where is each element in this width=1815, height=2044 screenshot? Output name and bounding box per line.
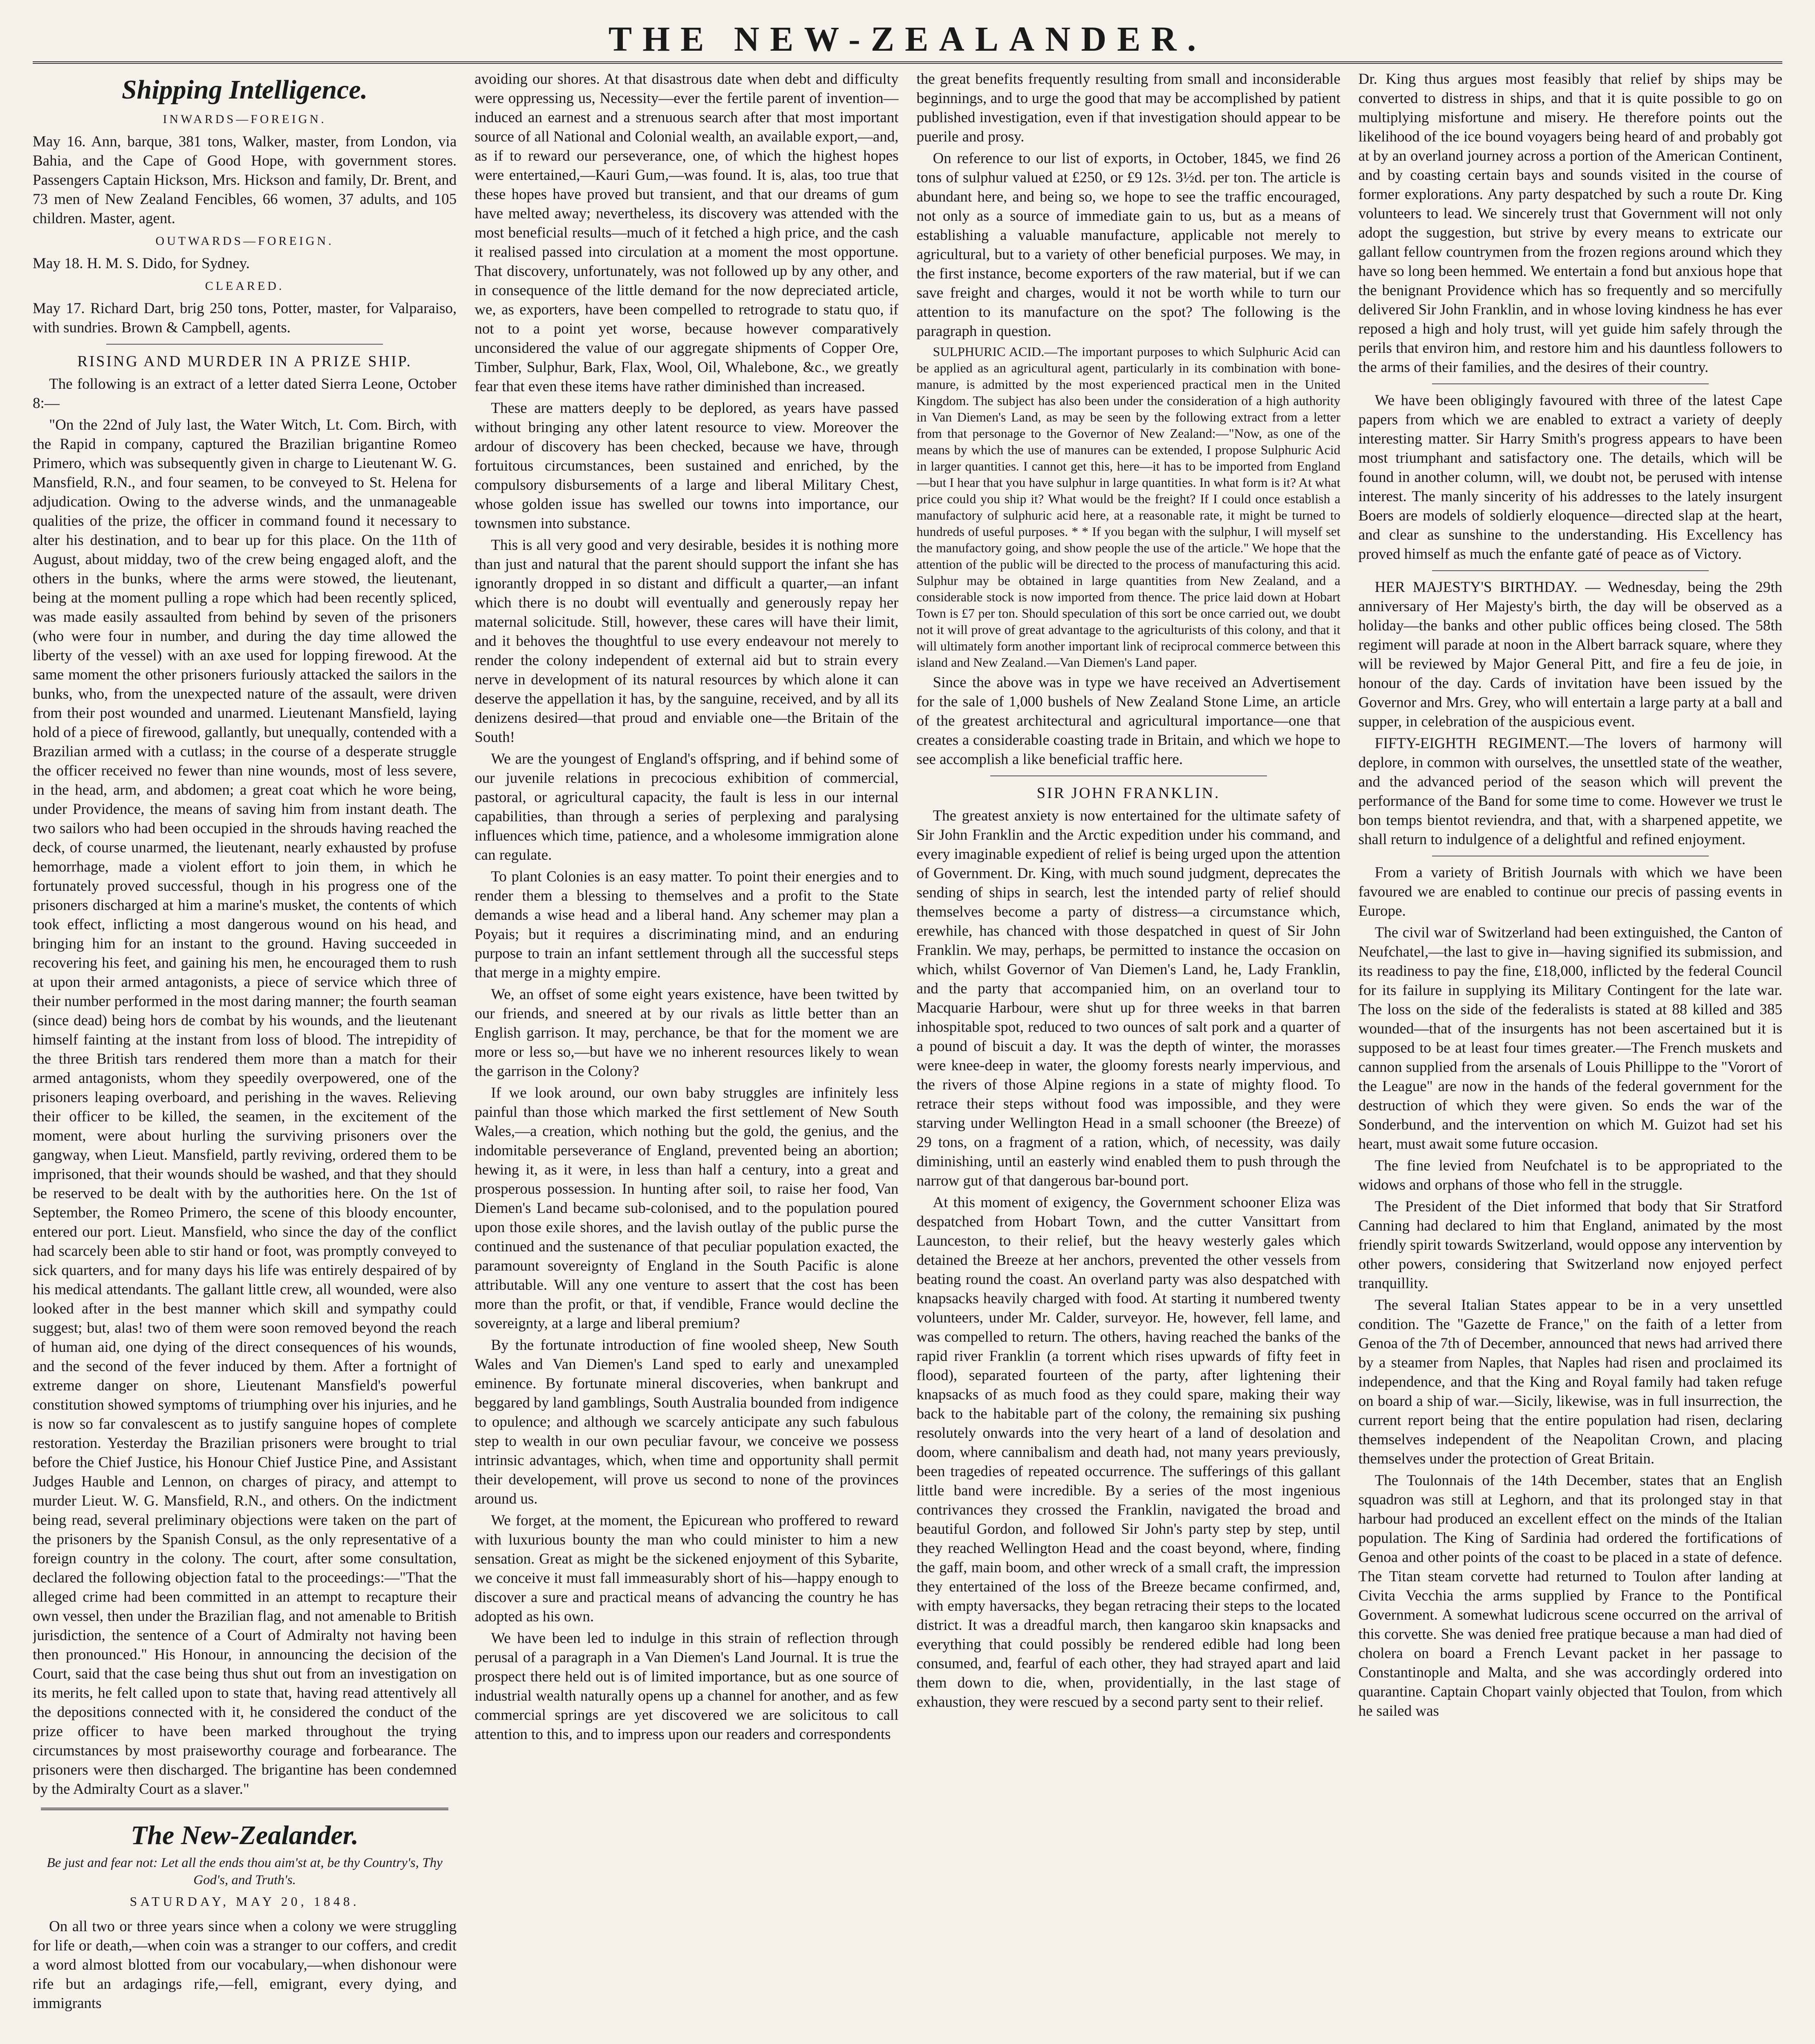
regiment-paragraph: FIFTY-EIGHTH REGIMENT.—The lovers of harmony will deplore, in common with ourselves, the unsettled state of the weather, and the advanced period of the season which will prevent the performance of the Band for some time to come. However we trust le bon temps bientot reviendra, and that, with a sharpened appetite, we shall return to indulgence of a delightful and refined enjoyment. [1358,735,1782,848]
birthday-paragraph: HER MAJESTY'S BIRTHDAY. — Wednesday, being the 29th anniversary of Her Majesty's birth, the day will be observed as a holiday—the banks and other public offices being closed. The 58th regiment will parade at noon in the Albert barrack square, where they will be reviewed by Major General Pitt, and fire a feu de joie, in honour of the day. Cards of invitation have been issued by the Governor and Mrs. Grey, who will entertain a large party at a ball and supper, in celebration of the auspicious event. [1358,579,1782,730]
cleared-heading: CLEARED. [205,279,284,293]
rising-heading: RISING AND MURDER IN A PRIZE SHIP. [77,353,412,370]
leader-paragraph: On all two or three years since when a colony we were struggling for life or death,—when coin was a stranger to our coffers, and credit a word almost blotted from our vocabulary,—when dishonour were rife but an ardagings rife,—fell, emigrant, every dying, and immigrants [33,1918,457,2012]
article-paragraph: Dr. King thus argues most feasibly that relief by ships may be converted to distress in ships, and that it is quite possible to go on multiplying misfortune and misery. He therefore points out the likelihood of the ice bound voyagers being heard of and probably got at by an overland journey across a portion of the American Continent, and by coasting certain bays and sounds visited in the course of former explorations. Any party despatched by such a route Dr. King volunteers to lead. We sincerely trust that Government will not only adopt the suggestion, but strive by every means to extricate our gallant fellow countrymen from the frozen regions around which they have so long been hemmed. We entertain a fond but anxious hope that the benignant Providence which has so frequently and so mercifully delivered Sir John Franklin, and in whose loving kindness he has ever reposed a high and holy trust, will yet guide him safely through the perils that environ him, and restore him and his dauntless followers to the arms of their families, and the desires of their country. [1358,71,1782,376]
sulphuric-acid-extract: SULPHURIC ACID.—The important purposes to which Sulphuric Acid can be applied as an agricultural agent, particularly in its combination with bone-manure, is admitted by the most experienced practical men in the United Kingdom. The subject has also been under the consideration of a high authority in Van Diemen's Land, as may be seen by the following extract from a letter from that personage to the Governor of New Zealand:—"Now, as one of the means by which the use of manures can be extended, I propose Sulphuric Acid in larger quantities. I cannot get this, here—it has to be imported from England—but I hear that you have sulphur in large quantities. In what form is it? At what price could you ship it? What would be the freight? If I could once establish a manufactory of sulphuric acid here, at a reasonable rate, it might be turned to hundreds of useful purposes. * * If you began with the sulphur, I will myself set the manufactory going, and show people the use of the article." We hope that the attention of the public will be directed to the process of manufacturing this acid. Sulphur may be obtained in large quantities from New Zealand, and a considerable stock is now imported from thence. The price laid down at Hobart Town is £7 per ton. Should speculation of this sort be once carried out, we doubt not it will prove of great advantage to the agriculturists of this colony, and that it will ultimately form another important link of reciprocal commerce between this island and New Zealand.—Van Diemen's Land paper. [916,344,1341,670]
motto: Be just and fear not: Let all the ends thou aim'st at, be thy Country's, Thy God's, and Truth's. [47,1856,443,1887]
paper-title: The New-Zealander. [130,1820,359,1850]
shipping-heading: Shipping Intelligence. [121,75,368,105]
article-paragraph: The Toulonnais of the 14th December, states that an English squadron was still at Leghorn, and that its prolonged stay in that harbour had produced an excellent effect on the minds of the Italian population. The King of Sardinia had ordered the fortifications of Genoa and other points of the coast to be placed in a state of defence. The Titan steam corvette had returned to Toulon after landing at Civita Vecchia the arms supplied by France to the Pontifical Government. A somewhat ludicrous scene occurred on the arrival of this corvette. She was denied free pratique because a man had died of cholera on board a French Levant packet in her passage to Constantinople and Malta, and she was accordingly ordered into quarantine. Captain Chopart vainly objected that Toulon, from which he sailed was [1358,1472,1782,1719]
divider [1432,570,1709,571]
leader-paragraph: We have been led to indulge in this strain of reflection through perusal of a paragraph in a Van Diemen's Land Journal. It is true the prospect there held out is of limited importance, but as one source of industrial wealth naturally opens up a channel for another, and as few commercial springs are yet discovered we are solicitous to call attention to this, and to impress upon our readers and correspondents [474,1630,899,1743]
column-2 [474,69,898,2044]
dateline: SATURDAY, MAY 20, 1848. [130,1894,360,1909]
rising-paragraph: "On the 22nd of July last, the Water Witch, Lt. Com. Birch, with the Rapid in company, captured the Brazilian brigantine Romeo Primero, which was subsequently given in charge to Lieutenant W. G. Mansfield, R.N., and four seamen, to be conveyed to St. Helena for adjudication. Owing to the adverse winds, and the unmanageable qualities of the prize, the officer in command found it necessary to alter his destination, and to bear up for this place. On the 11th of August, about midday, two of the crew being engaged aloft, and the others in the bunks, where the arms were stowed, the lieutenant, being at the moment pulling a rope which had been recently spliced, was made easily assaulted from behind by seven of the prisoners (who were four in number, and during the day time allowed the liberty of the vessel) with an axe used for lopping firewood. At the same moment the other prisoners furiously attacked the sailors in the bunks, who, from the unexpected nature of the assault, were driven from their post wounded and unarmed. Lieutenant Mansfield, laying hold of a piece of firewood, gallantly, but unequally, contended with a Brazilian armed with a cutlass; in the course of a desperate struggle the officer received no fewer than nine wounds, most of less severe, in the head, arm, and abdomen; a great coat which he wore being, under Providence, the means of saving him from instant death. The two sailors who had been occupied in the shrouds having reached the deck, of course unarmed, the lieutenant, nearly exhausted by profuse hemorrhage, made a violent effort to join them, in which he fortunately proved successful, though in his progress one of the prisoners discharged at him a marine's musket, the contents of which took effect, inflicting a most dangerous wound on his head, and bringing him for an instant to the ground. Having succeeded in recovering his feet, and gaining his men, he encouraged them to rush at upon their armed antagonists, a piece of service which three of their number performed in the most daring manner; the fourth seaman (since dead) being hors de combat by his wounds, and the lieutenant himself fainting at the instant from loss of blood. The intrepidity of the three British tars rendered them more than a match for their armed antagonists, whom they speedily overpowered, one of the prisoners leaping overboard, and perishing in the waves. Relieving their officer to be killed, the seamen, in the excitement of the moment, were about hurling the surviving prisoners over the gangway, when Lieut. Mansfield, partly reviving, ordered them to be imprisoned, that their wounds should be washed, and that they should be reserved to be dealt with by the authorities here. On the 1st of September, the Romeo Primero, the scene of this bloody encounter, entered our port. Lieut. Mansfield, who since the day of the conflict had scarcely been able to stir hand or foot, was promptly conveyed to sick quarters, and for many days his life was entirely despaired of by his medical attendants. The gallant little crew, all wounded, were also looked after in the best manner which skill and sympathy could suggest; but, alas! two of them were soon removed beyond the reach of human aid, one dying of the direct consequences of his wounds, and the second of the fever induced by them. After a fortnight of extreme danger on shore, Lieutenant Mansfield's powerful constitution showed symptoms of triumphing over his injuries, and he is now so far convalescent as to justify sanguine hopes of complete restoration. Yesterday the Brazilian prisoners were brought to trial before the Chief Justice, his Honour Chief Justice Pine, and Assistant Judges Hauble and Lennon, on charges of piracy, and attempt to murder Lieut. W. G. Mansfield, R.N., and others. On the indictment being read, several preliminary objections were taken on the part of the prisoners by the Spanish Consul, as the only representative of a foreign country in the colony. The court, after some consultation, declared the following objection fatal to the proceedings:—"That the alleged crime had been committed in an attempt to recapture their own vessel, then under the Brazilian flag, and not amenable to British jurisdiction, the sentence of a Court of Admiralty not having been then pronounced." His Honour, in announcing the decision of the Court, said that the case being thus shut out from an investigation on its merits, he felt called upon to state that, having read attentively all the depositions connected with it, he considered the conduct of the prize officer to have been marked throughout the trying circumstances by most praiseworthy courage and forbearance. The prisoners were then discharged. The brigantine has been condemned by the Admiralty Court as a slaver." [33,417,457,1797]
divider [990,775,1267,776]
article-paragraph: On reference to our list of exports, in October, 1845, we find 26 tons of sulphur valued at £250, or £9 12s. 3½d. per ton. The article is abundant here, and being so, we hope to see the traffic encouraged, not only as a source of immediate gain to us, but as a means of establishing a valuable manufacture, applicable not merely to agricultural, but to a variety of other beneficial purposes. We may, in the first instance, become exporters of the raw material, but if we can save freight and charges, would it not be worth while to turn our attention to its manufacture on the spot? The following is the paragraph in question. [916,150,1341,340]
article-paragraph: The greatest anxiety is now entertained for the ultimate safety of Sir John Franklin and the Arctic expedition under his command, and every imaginable expedient of relief is being urged upon the attention of Government. Dr. King, with much sound judgment, deprecates the sending of ships in search, lest the intended party of relief should themselves become a party of distress—a circumstance which, erewhile, has chanced with those despatched in quest of Sir John Franklin. We may, perhaps, be permitted to instance the occasion on which, whilst Governor of Van Diemen's Land, he, Lady Franklin, and the party that accompanied him, on an overland tour to Macquarie Harbour, were shut up for three weeks in that barren inhospitable spot, reduced to two ounces of salt pork and a quarter of a pound of biscuit a day. It was the depth of winter, the morasses were knee-deep in water, the gloomy forests nearly impervious, and the rivers of those Alpine regions in a state of mighty flood. To retrace their steps without food was impossible, and they were starving under Wellington Head in a small schooner (the Breeze) of 29 tons, on a fragment of a ration, which, of necessity, was daily diminishing, until an easterly wind enabled them to push through the narrow gut of that dangerous bar-bound port. [916,807,1341,1189]
leader-paragraph: These are matters deeply to be deplored, as years have passed without bringing any other latent resource to view. Moreover the ardour of discovery has been checked, because we have, through fortuitous circumstances, been sustained and enriched, by the compulsory disbursements of a large and liberal Military Chest, whose golden issue has swelled our towns into importance, our townsmen into substance. [474,400,899,532]
outwards-entry: May 18. H. M. S. Dido, for Sydney. [33,255,250,272]
article-paragraph: From a variety of British Journals with which we have been favoured we are enabled to continue our precis of passing events in Europe. [1358,864,1782,919]
article-paragraph: The civil war of Switzerland had been extinguished, the Canton of Neufchatel,—the last to give in—having signified its submission, and its readiness to pay the fine, £18,000, inflicted by the federal Council for its failure in supplying its Military Contingent for the late war. The loss on the side of the federalists is stated at 88 killed and 385 wounded—that of the insurgents has not been ascertained but it is supposed to be at least four times greater.—The French muskets and cannon supplied from the arsenals of Louis Phillippe to the "Vorort of the League" are now in the hands of the federal government for the destruction of which they were given. So ends the war of the Sonderbund, and the intervention on which M. Guizot had set his heart, must await some future occasion. [1358,924,1782,1152]
outwards-heading: OUTWARDS—FOREIGN. [155,234,334,248]
column-3 [917,69,1341,2044]
leader-paragraph: avoiding our shores. At that disastrous date when debt and difficulty were oppressing us, Necessity—ever the fertile parent of invention—induced an earnest and a strenuous search after that most important source of all National and Colonial wealth, an available export,—and, as if to reward our perseverance, one, of which the highest hopes were entertained,—Kauri Gum,—was found. It is, alas, too true that these hopes have proved but transient, and that our dreams of gum have melted away; nevertheless, its discovery was attended with the most beneficial results—much of it fetched a high price, and the cash it realised passed into circulation at a moment the most opportune. That discovery, unfortunately, was not followed up by any other, and in consequence of the little demand for the now depreciated article, we, as exporters, have been compelled to retrograde to statu quo, if not to a point yet worse, because however comparatively unconsidered the value of our aggregate shipments of Copper Ore, Timber, Sulphur, Bark, Flax, Wool, Oil, Whalebone, &c., we greatly fear that even these items have rather diminished than increased. [474,71,899,395]
divider [1432,383,1709,384]
columns [33,69,1782,2044]
article-paragraph: The President of the Diet informed that body that Sir Stratford Canning had declared to him that England, animated by the most friendly spirit towards Switzerland, would oppose any intervention by other powers, considering that Switzerland now enjoyed perfect tranquillity. [1358,1198,1782,1292]
rising-paragraph: The following is an extract of a letter dated Sierra Leone, October 8:— [33,376,457,412]
leader-paragraph: This is all very good and very desirable, besides it is nothing more than just and natural that the parent should support the infant she has ignorantly dropped in so distant and difficult a quarter,—an infant which there is no doubt will eventually and generously repay her maternal solicitude. Still, however, these cares will have their limit, and it behoves the thoughtful to use every endeavour not merely to render the colony independent of external aid but to strain every nerve in development of its natural resources by which alone it can deserve the appellation it has, by the sanguine, received, and by all its denizens desired—that proud and enviable one—the Britain of the South! [474,537,899,746]
divider [106,344,383,345]
inwards-entry: May 16. Ann, barque, 381 tons, Walker, master, from London, via Bahia, and the Cape of Good Hope, with government stores. Passengers Captain Hickson, Mrs. Hickson and family, Dr. Brent, and 73 men of New Zealand Fencibles, 66 women, 37 adults, and 105 children. Master, agent. [33,133,457,227]
article-paragraph: The several Italian States appear to be in a very unsettled condition. The "Gazette de France," on the faith of a letter from Genoa of the 7th of December, announced that news had arrived there by a steamer from Naples, that Naples had risen and proclaimed its independence, and that the King and Royal family had taken refuge on board a ship of war.—Sicily, likewise, was in full insurrection, the current report being that the entire population had risen, declaring themselves independent of the Neapolitan Crown, and placing themselves under the protection of Great Britain. [1358,1297,1782,1467]
article-paragraph: The fine levied from Neufchatel is to be appropriated to the widows and orphans of those who fell in the struggle. [1358,1157,1782,1193]
article-paragraph: We have been obligingly favoured with three of the latest Cape papers from which we are enabled to extract a variety of deeply interesting matter. Sir Harry Smith's progress appears to have been most triumphant and satisfactory one. The details, which will be found in another column, will, we doubt not, be perused with intense interest. The manly sincerity of his addresses to the lately insurgent Boers are models of soldierly eloquence—directed slap at the heart, and clear as sunshine to the understanding. His Excellency has proved himself as much the enfante gaté of peace as of Victory. [1358,392,1782,563]
cleared-entry: May 17. Richard Dart, brig 250 tons, Potter, master, for Valparaiso, with sundries. Brown & Campbell, agents. [33,300,457,336]
divider [41,1808,448,1810]
inwards-heading: INWARDS—FOREIGN. [163,112,327,126]
article-paragraph: Since the above was in type we have received an Advertisement for the sale of 1,000 bushels of New Zealand Stone Lime, an article of the greatest architectural and agricultural importance—one that creates a considerable coasting trade in Britain, and which we hope to see accomplish a like beneficial traffic here. [916,674,1341,768]
leader-paragraph: By the fortunate introduction of fine wooled sheep, New South Wales and Van Diemen's Land sped to early and unexampled eminence. By fortunate mineral discoveries, when bankrupt and beggared by land gamblings, South Australia bounded from indigence to opulence; and although we scarcely anticipate any such fabulous step to wealth in our own peculiar favour, we conceive we possess intrinsic advantages, which, when time and opportunity shall permit their developement, will prove us second to none of the provinces around us. [474,1337,899,1507]
leader-paragraph: We, an offset of some eight years existence, have been twitted by our friends, and sneered at by our rivals as little better than an English garrison. It may, perchance, be that for the moment we are more or less so,—but have we no inherent resources likely to wean the garrison in the Colony? [474,986,899,1080]
article-paragraph: the great benefits frequently resulting from small and inconsiderable beginnings, and to urge the good that may be accomplished by patient published investigation, even if that investigation should appear to be puerile and prosy. [916,71,1341,145]
column-1 [33,69,457,2044]
leader-paragraph: We are the youngest of England's offspring, and if behind some of our juvenile relations in precocious exhibition of commercial, pastoral, or agricultural capacity, the fault is less in our internal capabilities, than through a series of perplexing and paralysing influences which time, patience, and a wholesome immigration alone can regulate. [474,751,899,863]
article-paragraph: At this moment of exigency, the Government schooner Eliza was despatched from Hobart Town, and the cutter Vansittart from Launceston, to their relief, but the heavy westerly gales which detained the Breeze at her anchors, prevented the other vessels from beating round the coast. An overland party was also despatched with knapsacks heavily charged with food. At starting it numbered twenty volunteers, under Mr. Calder, surveyor. He, however, fell lame, and was compelled to return. The others, having reached the banks of the rapid river Franklin (a torrent which rises upwards of fifty feet in flood), separated fourteen of the party, after lightening their knapsacks of as much food as they could spare, making their way back to the habitable part of the colony, the remaining six pushing resolutely onwards into the very heart of a land of desolation and doom, where cannibalism and death had, not many years previously, been tragedies of repeated occurrence. The sufferings of this gallant little band were incredible. By a series of the most ingenious contrivances they crossed the Franklin, navigated the broad and beautiful Gordon, and followed Sir John's party step by step, until they reached Wellington Head and the coast beyond, where, finding the gaff, main boom, and other wreck of a small craft, the impression they entertained of the loss of the Breeze became confirmed, and, with empty haversacks, they began retracing their steps to the located district. It was a dreadful march, then kangaroo skin knapsacks and everything that could possibly be rendered edible had long been consumed, and, fearful of each other, they had strayed apart and laid them down to die, when, providentially, in the last stage of exhaustion, they were rescued by a second party sent to their relief. [916,1194,1341,1710]
masthead: THE NEW-ZEALANDER. [33,16,1782,64]
column-4 [1358,69,1782,2044]
leader-paragraph: We forget, at the moment, the Epicurean who proffered to reward with luxurious bounty the man who could minister to him a new sensation. Great as might be the sickened enjoyment of this Sybarite, we conceive it must fall immeasurably short of his—happy enough to discover a sure and practical means of advancing the country he has adopted as his own. [474,1512,899,1625]
leader-paragraph: To plant Colonies is an easy matter. To point their energies and to render them a blessing to themselves and a profit to the State demands a wise head and a liberal hand. Any schemer may plan a Poyais; but it requires a discriminating mind, and an enduring purpose to train an infant settlement through all the successful steps that merge in a mighty empire. [474,868,899,981]
leader-paragraph: If we look around, our own baby struggles are infinitely less painful than those which marked the first settlement of New South Wales,—a creation, which nothing but the gold, the genius, and the indomitable perseverance of England, prevented being an abortion; hewing it, as it were, in less than half a century, into a great and prosperous possession. In hunting after soil, to raise her food, Van Diemen's Land became sub-colonised, and to the population poured upon those exile shores, and the lavish outlay of the public purse the continued and the sustenance of that peculiar population exacted, the paramount sovereignty of England in the South Pacific is alone attributable. Will any one venture to assert that the cost has been more than the profit, or that, if vendible, France would decline the sovereignty, at a large and liberal premium? [474,1085,899,1332]
franklin-heading: SIR JOHN FRANKLIN. [1036,784,1220,802]
